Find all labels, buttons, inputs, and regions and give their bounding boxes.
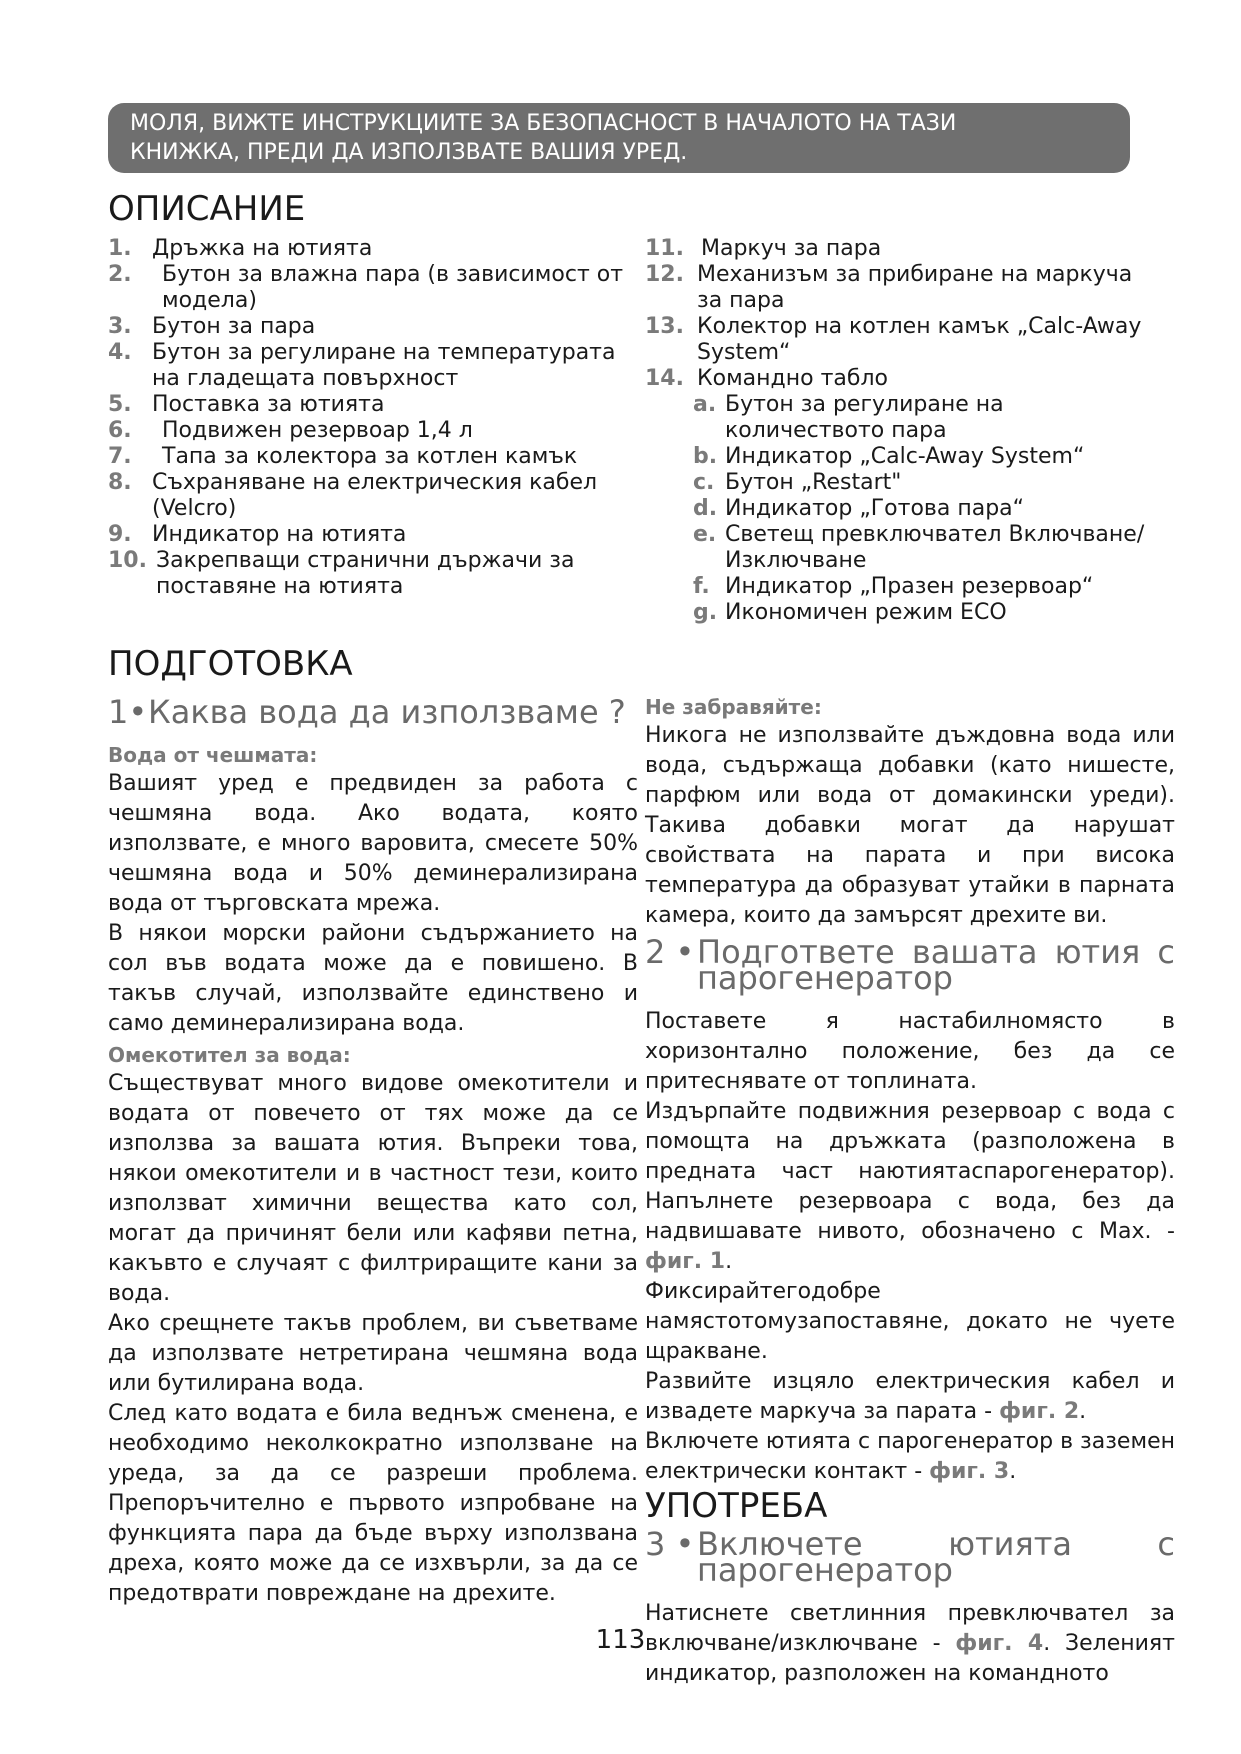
- item-number: 4.: [108, 340, 132, 365]
- sub-item-text: Индикатор „Calc-Away System“: [725, 444, 1085, 469]
- softener-after-paragraph: След като водата е била веднъж сменена, е необходимо неколкократно използване на уреда, за да се разреши проблема. Препоръчително е първото изпробване на функцията пара да бъде върху използвана дреха, която може да се изхвърли, за да се предотврати повреждане на дрехите.: [108, 1401, 638, 1606]
- item-text: Индикатор на ютията: [152, 522, 407, 547]
- sub-item-text: Индикатор „Празен резервоар“: [725, 574, 1094, 599]
- fig-2-ref: фиг. 2: [999, 1399, 1080, 1424]
- item-number: 10.: [108, 548, 147, 573]
- item-text: Бутон за пара: [152, 314, 316, 339]
- list-item: [108, 522, 628, 548]
- sub-item: [693, 444, 1145, 470]
- preparation-title: ПОДГОТОВКА: [108, 644, 353, 684]
- fig-3-ref: фиг. 3: [929, 1459, 1010, 1484]
- list-item: [108, 548, 628, 600]
- section-3-heading: [645, 1525, 1175, 1589]
- sub-item: [693, 600, 1145, 626]
- sub-item-letter: c.: [693, 470, 715, 495]
- item-number: 14.: [645, 366, 684, 391]
- sea-areas-paragraph: В някои морски райони съдържанието на сол във водата може да е повишено. В такъв случай, използвайте единствено и само деминерализирана вода.: [108, 921, 638, 1036]
- list-item: [108, 314, 628, 340]
- sub-item: [693, 574, 1145, 600]
- tap-water-heading: Вода от чешмата:: [108, 743, 318, 767]
- list-item: [108, 236, 628, 262]
- remember-heading: Не забравяйте:: [645, 695, 822, 719]
- item-text: Командно табло: [697, 366, 888, 391]
- sub-item-letter: f.: [693, 574, 710, 599]
- item-number: 12.: [645, 262, 684, 287]
- sub-item-letter: a.: [693, 392, 717, 417]
- sub-item: [693, 496, 1145, 522]
- description-list-right: [645, 236, 1145, 626]
- list-item: [108, 444, 628, 470]
- fix-tank-paragraph: Фиксирайтегодобре намястотомузапоставяне, докато не чуете щракване.: [645, 1279, 1175, 1364]
- safety-banner: [108, 103, 1130, 173]
- placement-paragraph: Поставете я настабилномясто в хоризонтално положение, без да се притеснявате от топлината.: [645, 1009, 1175, 1094]
- item-text: Колектор на котлен камък „Calc-Away System“: [697, 314, 1142, 365]
- item-text: Бутон за регулиране на температурата на гладещата повърхност: [152, 340, 616, 391]
- sub-item-text: Икономичен режим ECO: [725, 600, 1007, 625]
- banner-line-1: МОЛЯ, ВИЖТЕ ИНСТРУКЦИИТЕ ЗА БЕЗОПАСНОСТ В НАЧАЛОТО НА ТАЗИ: [130, 111, 957, 136]
- item-text: Бутон за влажна пара (в зависимост от модела): [162, 262, 624, 313]
- item-number: 5.: [108, 392, 132, 417]
- item-number: 9.: [108, 522, 132, 547]
- item-text: Дръжка на ютията: [152, 236, 373, 261]
- item-number: 13.: [645, 314, 684, 339]
- list-item: [108, 340, 628, 392]
- remember-paragraph: Никога не използвайте дъждовна вода или вода, съдържаща добавки (като нишесте, парфюм или вода от домакински уреди). Такива добавки могат да нарушат свойствата на парата и при висока температура да образуват утайки в парната камера, които да замърсят дрехите ви.: [645, 723, 1175, 928]
- water-softener-heading: Омекотител за вода:: [108, 1043, 351, 1067]
- section-3-number: 3 •: [645, 1525, 695, 1563]
- switch-on-text: Натиснете светлинния превключвател за включване/изключване -: [645, 1601, 1175, 1656]
- banner-line-2: КНИЖКА, ПРЕДИ ДА ИЗПОЛЗВАТЕ ВАШИЯ УРЕД.: [130, 140, 688, 165]
- sub-item: [693, 392, 1145, 444]
- item-number: 11.: [645, 236, 684, 261]
- left-column: [108, 695, 638, 1609]
- right-column: [645, 693, 1175, 1689]
- section-3-title: Включете ютията с парогенератор: [697, 1525, 1175, 1589]
- section-1-title: Каква вода да използваме ?: [148, 693, 626, 731]
- list-item: [645, 236, 1145, 262]
- sub-item-text: Бутон за регулиране на количеството пара: [725, 392, 1004, 443]
- list-item: [108, 392, 628, 418]
- section-2-title: Подгответе вашата ютия с парогенератор: [697, 933, 1175, 997]
- sub-item-letter: d.: [693, 496, 718, 521]
- section-1-heading: [108, 693, 638, 731]
- plug-in-paragraph: Включете ютията с парогенератор в заземен електрически контакт - фиг. 3.: [645, 1429, 1175, 1484]
- unwind-cable-text: Развийте изцяло електрическия кабел и извадете маркуча за парата -: [645, 1369, 1175, 1424]
- sub-item-text: Светещ превключвател Включване/Изключване: [725, 522, 1145, 573]
- sub-item: [693, 522, 1145, 574]
- softener-paragraph: Съществуват много видове омекотители и водата от повечето от тях може да се използва за вашата ютия. Въпреки това, някои омекотители и в частност тези, които използват химични вещества като сол, могат да причинят бели или кафяви петна, какъвто е случаят с филтриращите кани за вода.: [108, 1071, 638, 1306]
- item-number: 1.: [108, 236, 132, 261]
- list-item: [645, 262, 1145, 314]
- section-2-heading: [645, 933, 1175, 997]
- item-number: 6.: [108, 418, 132, 443]
- switch-on-text-cont: . Зеленият индикатор, разположен на командното: [645, 1631, 1175, 1686]
- page-number: 113: [595, 1625, 646, 1655]
- sub-item-letter: e.: [693, 522, 717, 547]
- sub-item-text: Индикатор „Готова пара“: [725, 496, 1025, 521]
- item-text: Закрепващи странични държачи за поставяне на ютията: [156, 548, 575, 599]
- item-number: 3.: [108, 314, 132, 339]
- control-panel-sublist: [645, 392, 1145, 626]
- section-1-number: 1•: [108, 693, 148, 731]
- item-text: Подвижен резервоар 1,4 л: [162, 418, 473, 443]
- fig-1-ref: фиг. 1: [645, 1249, 726, 1274]
- section-2-number: 2 •: [645, 933, 695, 971]
- list-item: [108, 418, 628, 444]
- plug-in-text: Включете ютията с парогенератор в заземен електрически контакт -: [645, 1429, 1175, 1484]
- tap-water-paragraph: Вашият уред е предвиден за работа с чешмяна вода. Ако водата, която използвате, е много варовита, смесете 50% чешмяна вода и 50% деминерализирана вода от търговската мрежа.: [108, 771, 638, 916]
- tank-text: Издърпайте подвижния резервоар с вода с помощта на дръжката (разположена в предната част наютиятаспарогенератор). Напълнете резервоара с вода, без да надвишавате нивото, обозначено с Max. -: [645, 1099, 1175, 1244]
- item-number: 7.: [108, 444, 132, 469]
- list-item: [645, 366, 1145, 392]
- item-text: Съхраняване на електрическия кабел (Velcro): [152, 470, 598, 521]
- softener-advice-paragraph: Ако срещнете такъв проблем, ви съветваме да използвате нетретирана чешмяна вода или бутилирана вода.: [108, 1311, 638, 1396]
- sub-item-letter: g.: [693, 600, 718, 625]
- unwind-cable-paragraph: Развийте изцяло електрическия кабел и извадете маркуча за парата - фиг. 2.: [645, 1369, 1175, 1424]
- fig-4-ref: фиг. 4: [955, 1631, 1044, 1656]
- sub-item-letter: b.: [693, 444, 718, 469]
- item-number: 8.: [108, 470, 132, 495]
- item-text: Поставка за ютията: [152, 392, 385, 417]
- item-text: Тапа за колектора за котлен камък: [162, 444, 578, 469]
- item-text: Маркуч за пара: [701, 236, 882, 261]
- list-item: [108, 470, 628, 522]
- list-item: [645, 314, 1145, 366]
- description-list-left: [108, 236, 628, 600]
- tank-paragraph: Издърпайте подвижния резервоар с вода с помощта на дръжката (разположена в предната част наютиятаспарогенератор). Напълнете резервоара с вода, без да надвишавате нивото, обозначено с Max. - фиг. 1.: [645, 1099, 1175, 1274]
- sub-item-text: Бутон „Restart": [725, 470, 902, 495]
- list-item: [108, 262, 628, 314]
- item-text: Механизъм за прибиране на маркуча за пара: [697, 262, 1133, 313]
- description-title: ОПИСАНИЕ: [108, 189, 306, 229]
- item-number: 2.: [108, 262, 132, 287]
- sub-item: [693, 470, 1145, 496]
- usage-title: УПОТРЕБА: [645, 1486, 828, 1526]
